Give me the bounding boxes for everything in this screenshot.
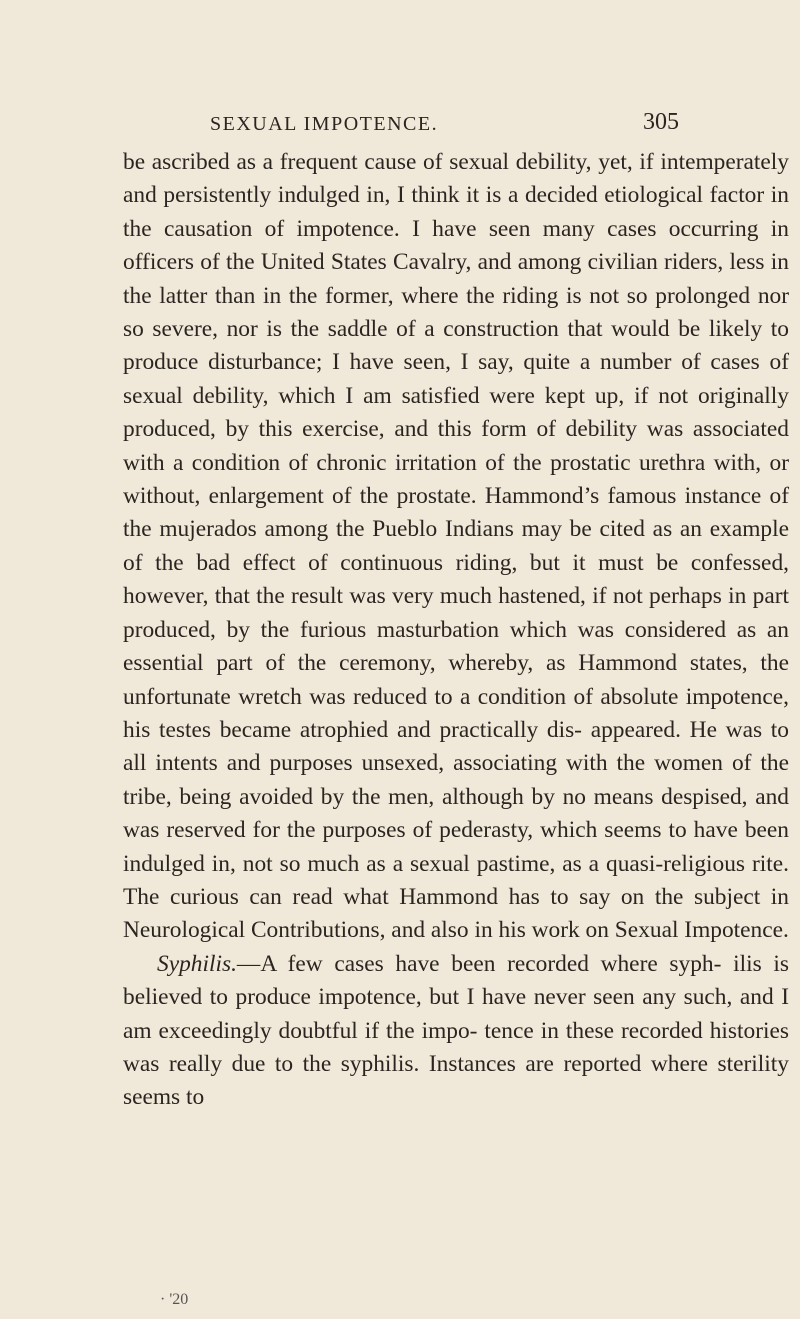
signature-mark (160, 1292, 188, 1308)
paragraph-lead: Syphilis. (157, 950, 237, 977)
paragraph-syphilis (123, 948, 789, 1115)
page-header (210, 109, 679, 136)
signature-dot: · ' (160, 1291, 173, 1308)
paragraph-text: be ascribed as a frequent cause of sexual debility, yet, if intemperately and persistently indulged in, I think it is a decided etiological factor in the causation of impotence. I have seen many cases occurring in officers of the United States Cavalry, and among civilian riders, less in the latter than in the former, where the riding is not so prolonged nor so severe, nor is the saddle of a construction that would be likely to produce disturbance; I have seen, I say, quite a number of cases of sexual debility, which I am satisfied were kept up, if not originally produced, by this exercise, and this form of debility was associated with a condition of chronic irritation of the prostatic urethra with, or without, enlargement of the prostate. Hammond’s famous instance of the mujerados among the Pueblo Indians may be cited as an example of the bad effect of continuous riding, but it must be confessed, however, that the result was very much hastened, if not perhaps in part produced, by the furious masturbation which was considered as an essential part of the ceremony, whereby, as Hammond states, the unfortunate wretch was reduced to a condition of absolute impotence, his testes became atrophied and practically dis- appeared. He was to all intents and purposes unsexed, associating with the women of the tribe, being avoided by the men, although by no means despised, and was reserved for the purposes of pederasty, which seems to have been indulged in, not so much as a sexual pastime, as a quasi-religious rite. The curious can read what Hammond has to say on the subject in Neurological Contributions, and also in his work on Sexual Impotence. (123, 149, 789, 944)
paragraph (123, 146, 789, 948)
page-number: 305 (643, 109, 679, 135)
running-title: SEXUAL IMPOTENCE. (210, 113, 439, 135)
signature-number: 20 (172, 1291, 189, 1308)
body-text (123, 146, 789, 1115)
paragraph-text: —A few cases have been recorded where syph- ilis is believed to produce impotence, but I have never seen any such, and I am exceedingly doubtful if the impo- tence in these recorded histories was really due to the syphilis. Instances are reported where sterility seems to (123, 950, 789, 1111)
